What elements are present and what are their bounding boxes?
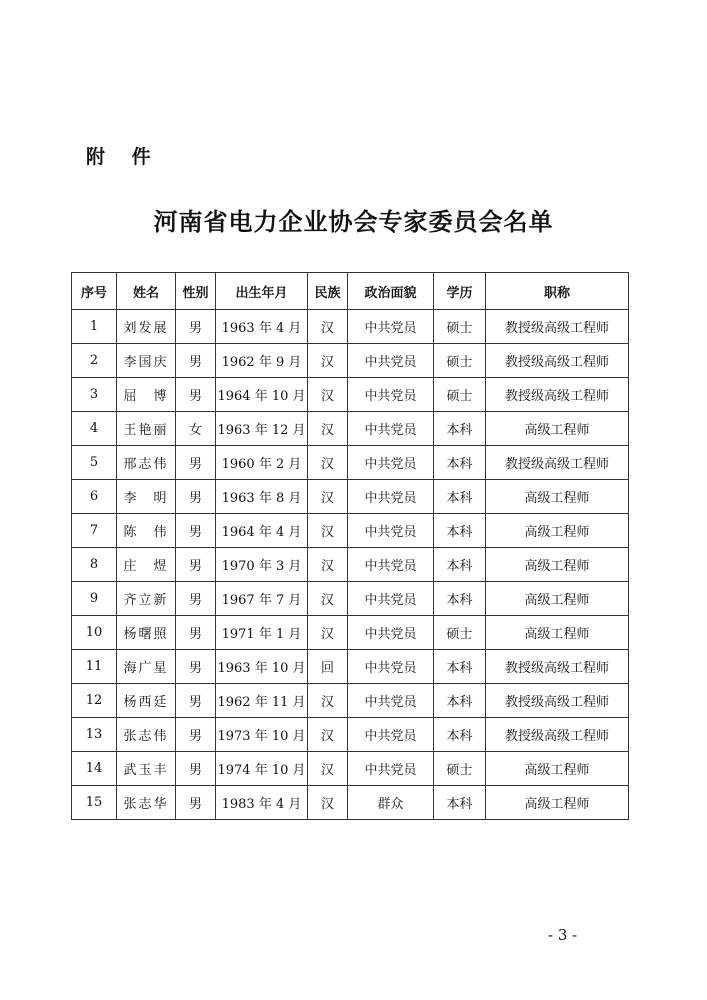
- cell-gender: 男: [176, 650, 216, 684]
- cell-title: 教授级高级工程师: [486, 310, 629, 344]
- cell-ethnicity: 汉: [308, 446, 348, 480]
- cell-education: 本科: [434, 582, 486, 616]
- cell-ethnicity: 回: [308, 650, 348, 684]
- header-gender: 性别: [176, 273, 216, 310]
- cell-index: 13: [72, 718, 117, 752]
- cell-political-status: 中共党员: [348, 446, 434, 480]
- cell-name: 李 明: [117, 480, 176, 514]
- cell-name: 张志伟: [117, 718, 176, 752]
- cell-gender: 男: [176, 684, 216, 718]
- table-row: [72, 514, 629, 548]
- table-row: [72, 650, 629, 684]
- cell-birth: 1963 年 8 月: [216, 480, 308, 514]
- cell-gender: 女: [176, 412, 216, 446]
- cell-name: 庄 煜: [117, 548, 176, 582]
- cell-name: 陈 伟: [117, 514, 176, 548]
- table-row: [72, 684, 629, 718]
- cell-education: 硕士: [434, 310, 486, 344]
- cell-political-status: 中共党员: [348, 412, 434, 446]
- cell-title: 高级工程师: [486, 514, 629, 548]
- cell-political-status: 中共党员: [348, 616, 434, 650]
- cell-index: 5: [72, 446, 117, 480]
- table-row: [72, 616, 629, 650]
- header-birth: 出生年月: [216, 273, 308, 310]
- cell-gender: 男: [176, 718, 216, 752]
- cell-education: 本科: [434, 650, 486, 684]
- header-education: 学历: [434, 273, 486, 310]
- cell-political-status: 中共党员: [348, 718, 434, 752]
- cell-birth: 1983 年 4 月: [216, 786, 308, 820]
- cell-title: 高级工程师: [486, 412, 629, 446]
- cell-education: 硕士: [434, 344, 486, 378]
- attachment-label: 附 件: [86, 146, 161, 168]
- cell-title: 高级工程师: [486, 786, 629, 820]
- cell-ethnicity: 汉: [308, 582, 348, 616]
- cell-title: 高级工程师: [486, 752, 629, 786]
- cell-name: 张志华: [117, 786, 176, 820]
- cell-index: 2: [72, 344, 117, 378]
- table-row: [72, 310, 629, 344]
- table-row: [72, 446, 629, 480]
- cell-birth: 1964 年 4 月: [216, 514, 308, 548]
- cell-title: 高级工程师: [486, 480, 629, 514]
- cell-birth: 1964 年 10 月: [216, 378, 308, 412]
- cell-gender: 男: [176, 480, 216, 514]
- expert-committee-table: [71, 272, 629, 820]
- cell-title: 教授级高级工程师: [486, 446, 629, 480]
- cell-index: 10: [72, 616, 117, 650]
- cell-title: 教授级高级工程师: [486, 344, 629, 378]
- cell-name: 海广星: [117, 650, 176, 684]
- cell-index: 14: [72, 752, 117, 786]
- cell-title: 教授级高级工程师: [486, 684, 629, 718]
- cell-birth: 1970 年 3 月: [216, 548, 308, 582]
- cell-ethnicity: 汉: [308, 616, 348, 650]
- page-number: - 3 -: [548, 926, 578, 944]
- cell-gender: 男: [176, 786, 216, 820]
- cell-birth: 1962 年 9 月: [216, 344, 308, 378]
- cell-ethnicity: 汉: [308, 684, 348, 718]
- cell-political-status: 中共党员: [348, 650, 434, 684]
- cell-index: 4: [72, 412, 117, 446]
- cell-name: 齐立新: [117, 582, 176, 616]
- header-political-status: 政治面貌: [348, 273, 434, 310]
- cell-ethnicity: 汉: [308, 480, 348, 514]
- cell-index: 6: [72, 480, 117, 514]
- cell-education: 本科: [434, 412, 486, 446]
- cell-political-status: 中共党员: [348, 582, 434, 616]
- cell-ethnicity: 汉: [308, 310, 348, 344]
- cell-index: 3: [72, 378, 117, 412]
- cell-birth: 1967 年 7 月: [216, 582, 308, 616]
- header-title: 职称: [486, 273, 629, 310]
- cell-index: 9: [72, 582, 117, 616]
- cell-ethnicity: 汉: [308, 718, 348, 752]
- cell-index: 15: [72, 786, 117, 820]
- cell-gender: 男: [176, 514, 216, 548]
- cell-ethnicity: 汉: [308, 344, 348, 378]
- table-row: [72, 582, 629, 616]
- cell-political-status: 中共党员: [348, 378, 434, 412]
- cell-index: 11: [72, 650, 117, 684]
- cell-gender: 男: [176, 752, 216, 786]
- cell-title: 高级工程师: [486, 582, 629, 616]
- cell-education: 本科: [434, 786, 486, 820]
- table-row: [72, 412, 629, 446]
- cell-birth: 1974 年 10 月: [216, 752, 308, 786]
- cell-name: 杨曙照: [117, 616, 176, 650]
- cell-ethnicity: 汉: [308, 514, 348, 548]
- cell-birth: 1963 年 12 月: [216, 412, 308, 446]
- table-row: [72, 480, 629, 514]
- cell-political-status: 中共党员: [348, 684, 434, 718]
- cell-education: 本科: [434, 514, 486, 548]
- cell-ethnicity: 汉: [308, 412, 348, 446]
- header-name: 姓名: [117, 273, 176, 310]
- cell-index: 1: [72, 310, 117, 344]
- cell-political-status: 群众: [348, 786, 434, 820]
- cell-education: 本科: [434, 684, 486, 718]
- cell-political-status: 中共党员: [348, 514, 434, 548]
- cell-name: 屈 博: [117, 378, 176, 412]
- cell-education: 硕士: [434, 752, 486, 786]
- cell-birth: 1963 年 10 月: [216, 650, 308, 684]
- cell-index: 8: [72, 548, 117, 582]
- cell-index: 12: [72, 684, 117, 718]
- cell-gender: 男: [176, 446, 216, 480]
- table-row: [72, 786, 629, 820]
- cell-ethnicity: 汉: [308, 752, 348, 786]
- cell-gender: 男: [176, 548, 216, 582]
- cell-political-status: 中共党员: [348, 310, 434, 344]
- cell-gender: 男: [176, 344, 216, 378]
- cell-education: 硕士: [434, 378, 486, 412]
- cell-ethnicity: 汉: [308, 786, 348, 820]
- cell-birth: 1973 年 10 月: [216, 718, 308, 752]
- cell-political-status: 中共党员: [348, 752, 434, 786]
- document-title: 河南省电力企业协会专家委员会名单: [153, 207, 554, 236]
- cell-education: 硕士: [434, 616, 486, 650]
- table-row: [72, 548, 629, 582]
- table-row: [72, 344, 629, 378]
- cell-birth: 1962 年 11 月: [216, 684, 308, 718]
- cell-gender: 男: [176, 582, 216, 616]
- header-ethnicity: 民族: [308, 273, 348, 310]
- cell-name: 武玉丰: [117, 752, 176, 786]
- table-row: [72, 718, 629, 752]
- table-row: [72, 378, 629, 412]
- cell-political-status: 中共党员: [348, 480, 434, 514]
- table-row: [72, 752, 629, 786]
- cell-political-status: 中共党员: [348, 344, 434, 378]
- cell-political-status: 中共党员: [348, 548, 434, 582]
- cell-name: 刘发展: [117, 310, 176, 344]
- cell-birth: 1971 年 1 月: [216, 616, 308, 650]
- cell-title: 教授级高级工程师: [486, 650, 629, 684]
- cell-index: 7: [72, 514, 117, 548]
- cell-education: 本科: [434, 548, 486, 582]
- cell-title: 教授级高级工程师: [486, 378, 629, 412]
- cell-name: 李国庆: [117, 344, 176, 378]
- cell-title: 教授级高级工程师: [486, 718, 629, 752]
- cell-gender: 男: [176, 378, 216, 412]
- cell-education: 本科: [434, 446, 486, 480]
- cell-name: 邢志伟: [117, 446, 176, 480]
- header-index: 序号: [72, 273, 117, 310]
- cell-title: 高级工程师: [486, 616, 629, 650]
- cell-title: 高级工程师: [486, 548, 629, 582]
- cell-gender: 男: [176, 616, 216, 650]
- cell-birth: 1963 年 4 月: [216, 310, 308, 344]
- cell-birth: 1960 年 2 月: [216, 446, 308, 480]
- cell-gender: 男: [176, 310, 216, 344]
- cell-ethnicity: 汉: [308, 378, 348, 412]
- cell-education: 本科: [434, 480, 486, 514]
- cell-education: 本科: [434, 718, 486, 752]
- cell-name: 杨西廷: [117, 684, 176, 718]
- table-header-row: [72, 273, 629, 310]
- cell-ethnicity: 汉: [308, 548, 348, 582]
- cell-name: 王艳丽: [117, 412, 176, 446]
